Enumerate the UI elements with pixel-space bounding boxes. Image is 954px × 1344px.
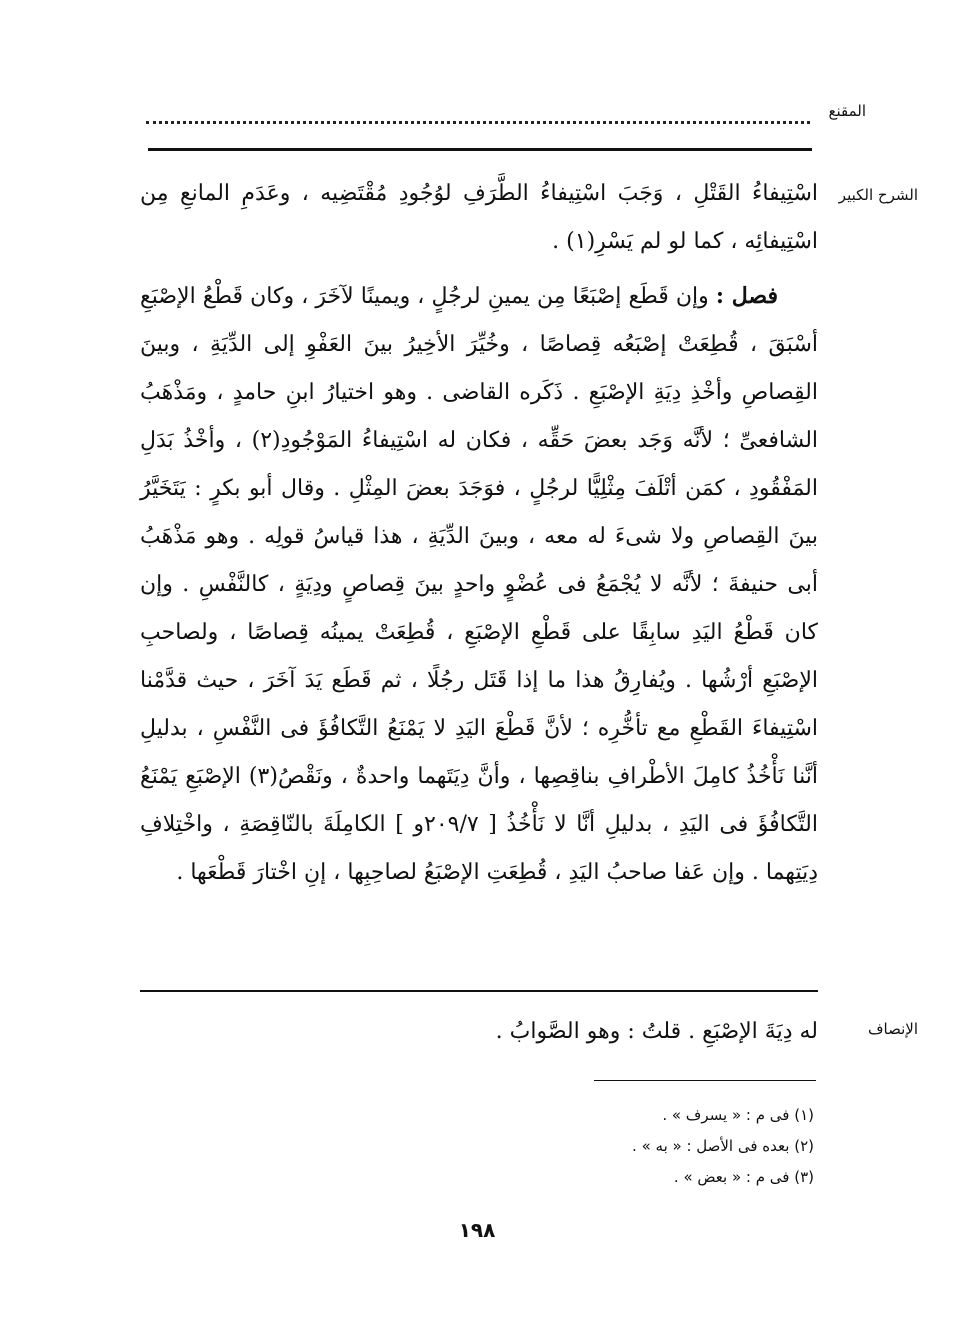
fasl-heading: فصل : xyxy=(715,283,778,309)
footnote-item: (١) فى م : « يسرف » . xyxy=(662,1106,814,1124)
footnotes xyxy=(414,1100,814,1193)
footnote-rule xyxy=(594,1080,816,1081)
side-label-sharh: الشرح الكبير xyxy=(838,186,918,204)
page-number: ١٩٨ xyxy=(458,1218,496,1242)
section-separator xyxy=(140,990,818,992)
footnote-item: (٢) بعده فى الأصل : « به » . xyxy=(632,1137,814,1155)
footnote-item: (٣) فى م : « بعض » . xyxy=(673,1168,814,1186)
header-dotted-line xyxy=(146,108,810,124)
fasl-body: وإن قَطَع إصْبَعًا مِن يمينِ لرجُلٍ ، ويمينًا لآخَرَ ، وكان قَطْعُ الإصْبَعِ أسْبَقَ ، قُطِعَتْ إصْبَعُه قِصاصًا ، وخُيِّرَ الأخِيرُ بينَ العَفْوِ إلى الدِّيَةِ ، وبينَ القِصاصِ وأخْذِ دِيَةِ الإصْبَعِ . ذَكَره القاضى . وهو اختيارُ ابنِ حامدٍ ، ومَذْهَبُ الشافعىِّ ؛ لأنَّه وَجَد بعضَ حَقِّه ، فكان له اسْتِيفاءُ المَوْجُودِ(٢) ، وأخْذُ بَدَلِ المَفْقُودِ ، كمَن أتْلَفَ مِثْلِيًّا لرجُلٍ ، فوَجَدَ بعضَ المِثْلِ . وقال أبو بكرٍ : يَتَخَيَّرُ بينَ القِصاصِ ولا شىءَ له معه ، وبينَ الدِّيَةِ ، هذا قياسُ قولِه . وهو مَذْهَبُ أبى حنيفةَ ؛ لأنَّه لا يُجْمَعُ فى عُضْوٍ واحدٍ بينَ قِصاصٍ ودِيَةٍ ، كالنَّفْسِ . وإن كان قَطْعُ اليَدِ سابِقًا على قَطْعِ الإصْبَعِ ، قُطِعَتْ يمينُه قِصاصًا ، ولصاحبِ الإصْبَعِ أرْشُها . ويُفارِقُ هذا ما إذا قَتَل رجُلًا ، ثم قَطَع يَدَ آخَرَ ، حيث قدَّمْنا اسْتِيفاءَ القَطْعِ مع تأخُّرِه ؛ لأنَّ قَطْعَ اليَدِ لا يَمْنَعُ التَّكافُؤَ فى النَّفْسِ ، بدليلِ أنَّنا نَأْخُذُ كامِلَ الأطْرافِ بناقِصِها ، وأنَّ دِيَتَهما واحدةٌ ، ونَقْصُ(٣) الإصْبَعِ يَمْنَعُ التَّكافُؤَ فى اليَدِ ، بدليلِ أنَّا لا نَأْخُذُ [ ٢٠٩/٧و ] الكامِلَةَ بالنّاقِصَةِ ، واخْتِلافِ دِيَتِهما . وإن عَفا صاحبُ اليَدِ ، قُطِعَتِ الإصْبَعُ لصاحِبِها ، إنِ اخْتارَ قَطْعَها . xyxy=(140,284,819,885)
paragraph-continuation: اسْتِيفاءُ القَتْلِ ، وَجَبَ اسْتِيفاءُ الطَّرَفِ لوُجُودِ مُقْتَضِيه ، وعَدَمِ المانعِ مِن اسْتِيفائِه ، كما لو لم يَسْرِ(١) . xyxy=(140,181,818,254)
running-title: المقنع xyxy=(828,102,866,120)
paragraph-fasl xyxy=(140,272,818,897)
side-label-insaf: الإنصاف xyxy=(867,1020,918,1038)
main-text-block xyxy=(140,170,818,897)
insaf-text: له دِيَةَ الإصْبَعِ . قلتُ : وهو الصَّوابُ . xyxy=(495,1019,818,1044)
header-rule xyxy=(148,148,812,151)
